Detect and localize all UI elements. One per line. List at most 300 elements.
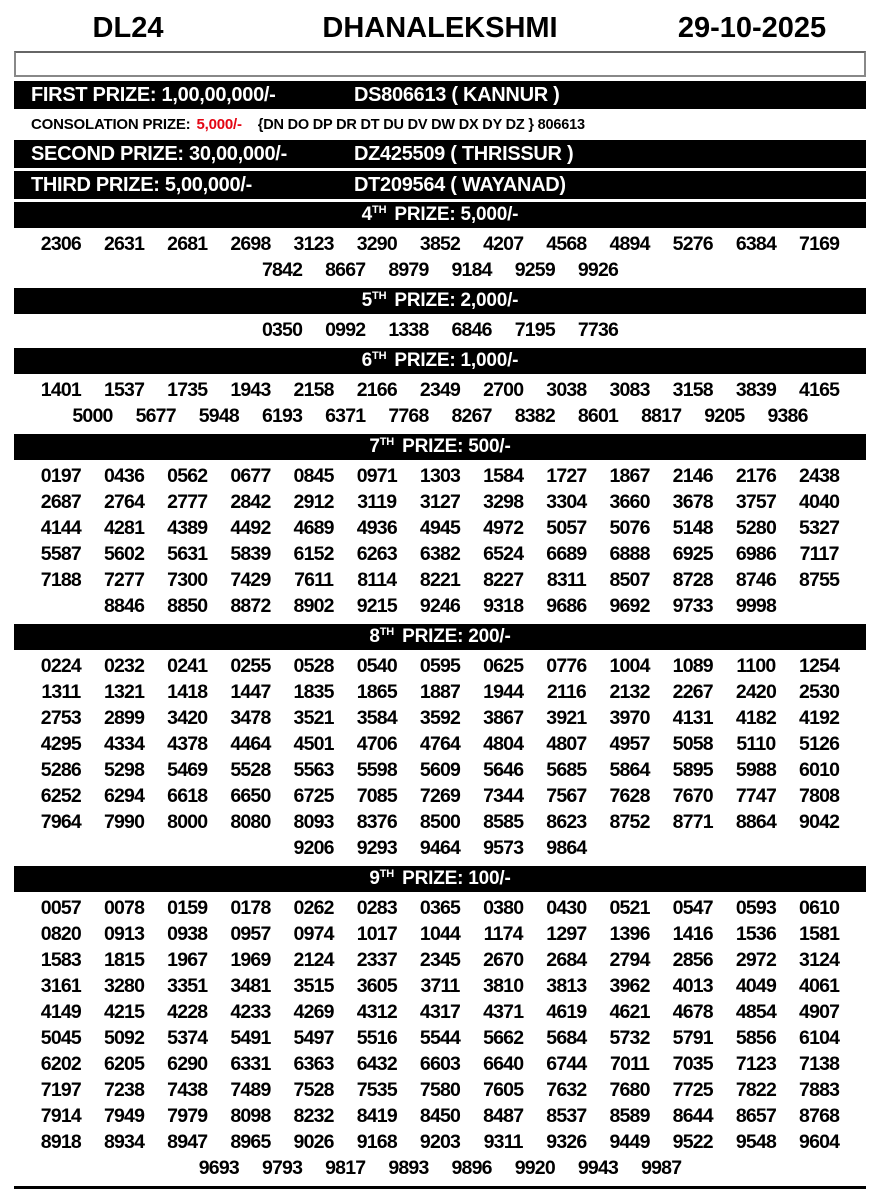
prize-number: 2899 [103,707,145,729]
prize-number: 0255 [230,655,271,677]
prize-number: 2166 [356,379,397,401]
prize-number: 5516 [356,1027,397,1049]
prize-number: 4807 [546,733,587,755]
prize-number: 4192 [799,707,840,729]
prize-number: 4568 [546,233,587,255]
prize-number: 9692 [609,595,650,617]
prize-number: 6650 [230,785,271,807]
prize-number: 8419 [356,1105,397,1127]
prize-number: 9896 [451,1157,492,1179]
prize-number: 7883 [799,1079,840,1101]
prize-number: 5988 [735,759,777,781]
prize-number: 5895 [672,759,713,781]
prize-number: 7736 [577,319,619,341]
prize-ordinal-suffix: TH [379,436,395,448]
prize-number: 9604 [799,1131,840,1153]
prize-number: 2794 [609,949,650,971]
prize-number: 4619 [546,1001,587,1023]
prize-number: 5000 [72,405,113,427]
prize-number: 3123 [293,233,334,255]
prize-number: 3757 [735,491,777,513]
winning-numbers-row [13,653,867,679]
section-header-8th-prize [14,624,866,650]
prize-number: 1536 [735,923,777,945]
prize-number: 8644 [672,1105,713,1127]
prize-number: 1004 [609,655,650,677]
section-header-5th-prize [14,288,866,314]
second-prize-winner: DZ425509 ( THRISSUR ) [354,142,574,165]
prize-number: 5856 [735,1027,777,1049]
prize-number: 4945 [419,517,461,539]
winning-numbers-row [13,835,867,861]
prize-number: 3038 [546,379,587,401]
prize-number: 8311 [546,569,586,591]
prize-number: 2684 [546,949,587,971]
prize-number: 6725 [293,785,334,807]
prize-ordinal: 9 [369,868,380,889]
prize-number: 1735 [167,379,208,401]
prize-number: 9998 [735,595,777,617]
prize-number: 2698 [230,233,271,255]
prize-number: 1401 [40,379,81,401]
prize-number: 5544 [419,1027,461,1049]
prize-number: 5685 [546,759,587,781]
prize-amount-label: PRIZE: 2,000/- [389,290,519,311]
prize-number: 5598 [356,759,397,781]
prize-number: 7195 [514,319,555,341]
prize-number: 9026 [293,1131,334,1153]
prize-number: 1727 [546,465,587,487]
third-prize-winner: DT209564 ( WAYANAD) [354,173,566,196]
prize-number: 0232 [103,655,145,677]
prize-number: 8487 [483,1105,524,1127]
prize-number: 5276 [672,233,713,255]
prize-number: 0262 [293,897,334,919]
prize-number: 4207 [483,233,524,255]
prize-number: 6689 [546,543,587,565]
prize-number: 7605 [483,1079,524,1101]
prize-number: 2158 [293,379,334,401]
prize-number: 9864 [546,837,587,859]
bottom-divider-line [14,1186,866,1189]
winning-numbers-grid [13,316,867,345]
prize-number: 7680 [609,1079,650,1101]
prize-number: 3119 [357,491,397,513]
prize-number: 4131 [672,707,713,729]
prize-number: 4907 [799,1001,840,1023]
prize-number: 1537 [103,379,145,401]
prize-ordinal-suffix: TH [372,204,387,216]
prize-number: 8080 [230,811,271,833]
winning-numbers-row [13,1051,867,1077]
prize-number: 1865 [356,681,397,703]
prize-number: 6205 [103,1053,145,1075]
prize-ordinal-suffix: TH [379,626,395,638]
prize-number: 0820 [40,923,81,945]
prize-number: 7188 [40,569,81,591]
prize-number: 8601 [577,405,619,427]
prize-number: 8771 [672,811,713,833]
prize-number: 8450 [419,1105,461,1127]
prize-number: 2530 [799,681,840,703]
prize-number: 1416 [672,923,713,945]
winning-numbers-grid [13,376,867,431]
section-header-7th-prize [14,434,866,460]
prize-number: 4371 [483,1001,524,1023]
prize-number: 8382 [514,405,555,427]
prize-number: 5280 [735,517,777,539]
second-prize-label: SECOND PRIZE: 30,00,000/- [31,142,287,165]
prize-number: 0677 [230,465,271,487]
prize-number: 6744 [546,1053,587,1075]
prize-number: 2420 [735,681,777,703]
prize-number: 1447 [230,681,271,703]
prize-number: 8000 [167,811,208,833]
prize-number: 3521 [293,707,334,729]
prize-number: 6384 [735,233,777,255]
prize-number: 9206 [293,837,334,859]
prize-number: 1584 [483,465,524,487]
prize-number: 5587 [40,543,81,565]
winning-numbers-row [13,809,867,835]
prize-number: 1338 [388,319,429,341]
prize-number: 5602 [103,543,145,565]
prize-number: 0380 [483,897,524,919]
prize-number: 8728 [672,569,713,591]
winning-numbers-row [13,1155,867,1181]
prize-number: 4295 [40,733,81,755]
prize-number: 4389 [167,517,208,539]
prize-number: 9293 [356,837,397,859]
prize-number: 4972 [483,517,524,539]
prize-number: 2681 [167,233,208,255]
prize-number: 4049 [735,975,777,997]
prize-number: 3290 [356,233,397,255]
prize-number: 8979 [388,259,429,281]
prize-number: 1969 [230,949,271,971]
prize-number: 6263 [356,543,397,565]
prize-number: 3970 [609,707,650,729]
prize-ordinal-suffix: TH [379,868,395,880]
winning-numbers-row [13,231,867,257]
prize-section-6th [13,348,867,431]
prize-number: 5148 [672,517,713,539]
prize-number: 7535 [356,1079,397,1101]
prize-number: 0776 [546,655,587,677]
prize-number: 6640 [483,1053,524,1075]
prize-ordinal-suffix: TH [372,350,387,362]
prize-number: 9184 [451,259,492,281]
prize-number: 0992 [325,319,366,341]
prize-number: 6432 [356,1053,397,1075]
prize-number: 0957 [230,923,271,945]
prize-number: 3678 [672,491,713,513]
prize-number: 9205 [704,405,745,427]
lottery-code: DL24 [92,11,164,44]
prize-number: 6925 [672,543,713,565]
prize-number: 8227 [483,569,524,591]
section-header-9th-prize [14,866,866,892]
prize-number: 4501 [293,733,334,755]
prize-amount-label: PRIZE: 5,000/- [389,204,519,225]
prize-number: 2972 [735,949,777,971]
prize-number: 7747 [735,785,777,807]
prize-number: 2438 [799,465,840,487]
prize-number: 0528 [293,655,334,677]
prize-number: 1311 [41,681,81,703]
prize-number: 8817 [641,405,682,427]
prize-number: 5126 [799,733,840,755]
prize-number: 8267 [451,405,492,427]
winning-numbers-row [13,541,867,567]
winning-numbers-row [13,1103,867,1129]
prize-number: 5791 [672,1027,713,1049]
prize-number: 4013 [672,975,713,997]
prize-number: 6252 [40,785,81,807]
prize-number: 7611 [294,569,334,591]
prize-number: 8376 [356,811,397,833]
lottery-name-title: DHANALEKSHMI [322,11,558,44]
consolation-prize-label: CONSOLATION PRIZE: [31,116,191,133]
prize-number: 4269 [293,1001,334,1023]
prize-number: 7169 [799,233,840,255]
winning-numbers-row [13,567,867,593]
prize-number: 4678 [672,1001,713,1023]
prize-number: 1089 [672,655,713,677]
winning-numbers-grid [13,652,867,863]
winning-numbers-row [13,895,867,921]
prize-number: 4061 [799,975,840,997]
prize-number: 9943 [577,1157,619,1179]
prize-number: 2337 [356,949,397,971]
prize-number: 3592 [419,707,461,729]
third-prize-bar [14,171,866,199]
prize-number: 8232 [293,1105,334,1127]
prize-number: 9693 [198,1157,239,1179]
prize-number: 4689 [293,517,334,539]
prize-number: 8667 [325,259,366,281]
prize-number: 6846 [451,319,492,341]
winning-numbers-grid [13,230,867,285]
prize-number: 1017 [356,923,397,945]
prize-number: 8846 [103,595,145,617]
prize-number: 2856 [672,949,713,971]
prize-number: 3304 [546,491,587,513]
prize-number: 1297 [546,923,587,945]
prize-number: 7117 [799,543,839,565]
prize-section-5th [13,288,867,345]
prize-number: 9926 [577,259,619,281]
prize-number: 9168 [356,1131,397,1153]
prize-number: 4334 [103,733,145,755]
prize-number: 2146 [672,465,713,487]
prize-number: 4312 [356,1001,397,1023]
prize-number: 2764 [103,491,145,513]
consolation-prize-amount: 5,000/- [196,116,242,133]
prize-number: 6294 [103,785,145,807]
prize-number: 5057 [546,517,587,539]
prize-number: 4621 [609,1001,650,1023]
prize-number: 2777 [167,491,208,513]
prize-number: 7842 [261,259,303,281]
prize-number: 1887 [419,681,461,703]
prize-number: 2132 [609,681,650,703]
prize-number: 7670 [672,785,713,807]
winning-numbers-row [13,377,867,403]
winning-numbers-row [13,731,867,757]
prize-number: 0078 [103,897,145,919]
prize-number: 4281 [103,517,145,539]
prize-number: 0241 [167,655,208,677]
section-header-6th-prize [14,348,866,374]
winning-numbers-row [13,679,867,705]
prize-number: 7990 [103,811,145,833]
prize-ordinal: 4 [361,204,373,225]
prize-number: 4957 [609,733,650,755]
prize-number: 7628 [609,785,650,807]
winning-numbers-row [13,947,867,973]
prize-number: 6888 [609,543,650,565]
winning-numbers-row [13,1077,867,1103]
prize-number: 4706 [356,733,397,755]
prize-number: 1174 [483,923,523,945]
prize-number: 1944 [483,681,524,703]
prize-number: 9215 [356,595,397,617]
prize-number: 8746 [735,569,777,591]
prize-number: 3810 [483,975,524,997]
prize-number: 5631 [167,543,208,565]
prize-number: 0365 [419,897,461,919]
prize-number: 2631 [103,233,145,255]
prize-number: 0938 [167,923,208,945]
winning-numbers-row [13,757,867,783]
consolation-prize-row [14,112,866,137]
prize-number: 5110 [736,733,776,755]
prize-number: 7277 [103,569,145,591]
prize-number: 7085 [356,785,397,807]
empty-input-box[interactable] [14,51,866,77]
prize-number: 1254 [799,655,840,677]
prize-number: 8500 [419,811,461,833]
prize-number: 8752 [609,811,650,833]
prize-number: 3083 [609,379,650,401]
prize-number: 3813 [546,975,587,997]
prize-number: 9246 [419,595,461,617]
prize-number: 9203 [419,1131,461,1153]
prize-number: 0974 [293,923,334,945]
prize-number: 0521 [609,897,650,919]
prize-number: 7344 [483,785,524,807]
prize-number: 0913 [103,923,145,945]
prize-number: 1943 [230,379,271,401]
prize-number: 8623 [546,811,587,833]
prize-number: 3921 [546,707,587,729]
prize-number: 6331 [230,1053,271,1075]
prize-number: 0178 [230,897,271,919]
prize-number: 4144 [40,517,81,539]
winning-numbers-row [13,705,867,731]
prize-section-4th [13,202,867,285]
prize-number: 0430 [546,897,587,919]
prize-number: 4215 [103,1001,145,1023]
prize-number: 4233 [230,1001,271,1023]
prize-number: 8902 [293,595,334,617]
prize-number: 8114 [357,569,397,591]
prize-number: 7949 [103,1105,145,1127]
prize-number: 6104 [799,1027,840,1049]
prize-number: 7300 [167,569,208,591]
prize-number: 8537 [546,1105,587,1127]
winning-numbers-row [13,317,867,343]
section-header-4th-prize [14,202,866,228]
prize-number: 4894 [609,233,650,255]
prize-number: 3127 [419,491,461,513]
prize-number: 7725 [672,1079,713,1101]
prize-ordinal: 5 [361,290,373,311]
prize-number: 0845 [293,465,334,487]
prize-number: 0971 [356,465,397,487]
prize-number: 0547 [672,897,713,919]
prize-number: 9893 [388,1157,429,1179]
prize-number: 8507 [609,569,650,591]
prize-number: 3478 [230,707,271,729]
prize-number: 7914 [40,1105,81,1127]
prize-ordinal: 7 [369,436,380,457]
prize-number: 0436 [103,465,145,487]
prize-number: 4165 [799,379,840,401]
prize-number: 1418 [167,681,208,703]
winning-numbers-grid [13,462,867,621]
prize-number: 4182 [735,707,777,729]
prize-number: 1815 [103,949,145,971]
prize-number: 9522 [672,1131,713,1153]
prize-number: 3298 [483,491,524,513]
prize-number: 4936 [356,517,397,539]
prize-number: 5948 [198,405,239,427]
prize-number: 2912 [293,491,334,513]
prize-number: 6010 [799,759,840,781]
draw-date: 29-10-2025 [677,11,827,44]
prize-number: 0057 [40,897,81,919]
prize-number: 5491 [230,1027,271,1049]
prize-number: 6193 [261,405,303,427]
prize-number: 9326 [546,1131,587,1153]
prize-ordinal: 6 [361,350,373,371]
prize-section-7th [13,434,867,621]
prize-number: 3515 [293,975,334,997]
winning-numbers-row [13,1129,867,1155]
prize-number: 5045 [40,1027,81,1049]
prize-number: 7489 [230,1079,271,1101]
prize-number: 9311 [483,1131,523,1153]
winning-numbers-row [13,489,867,515]
prize-number: 5609 [419,759,461,781]
winning-numbers-row [13,593,867,619]
prize-number: 7964 [40,811,81,833]
prize-number: 1581 [799,923,840,945]
prize-number: 8934 [103,1131,145,1153]
prize-number: 2700 [483,379,524,401]
prize-number: 0595 [419,655,461,677]
prize-number: 6290 [167,1053,208,1075]
prize-number: 4040 [799,491,840,513]
winning-numbers-row [13,257,867,283]
prize-number: 9733 [672,595,713,617]
winning-numbers-row [13,1025,867,1051]
prize-number: 8864 [735,811,777,833]
prize-number: 3481 [230,975,271,997]
prize-ordinal: 8 [369,626,380,647]
